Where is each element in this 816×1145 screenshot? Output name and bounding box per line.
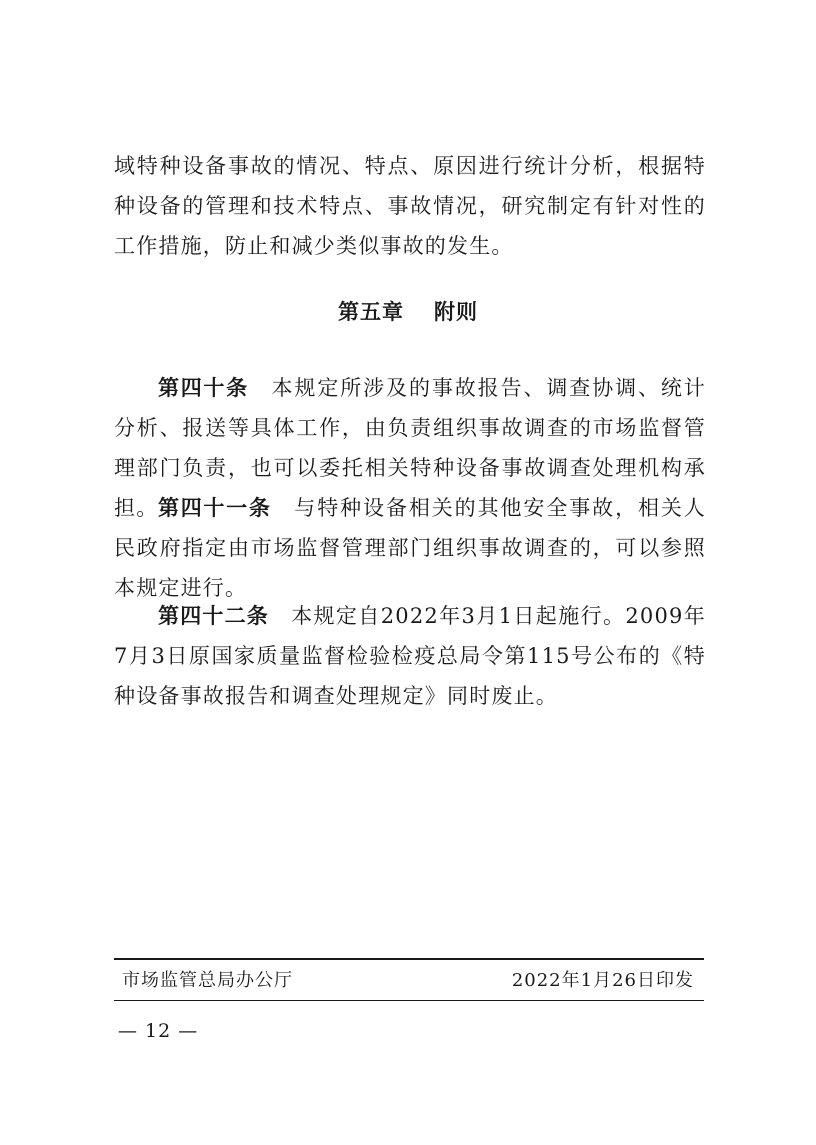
article-text: 与特种设备相关的其他安全事故，相关人民政府指定由市场监督管理部门组织事故调查的，可以参照本规定进行。 — [114, 496, 707, 600]
article-text: 本规定自2022年3月1日起施行。2009年7月3日原国家质量监督检验检疫总局令第115号公布的《特种设备事故报告和调查处理规定》同时废止。 — [114, 604, 706, 708]
article-label: 第四十一条 — [158, 496, 272, 520]
footer-top-rule — [114, 958, 704, 960]
page-number: — 12 — — [118, 1020, 199, 1042]
article-41 — [114, 488, 706, 608]
issuer: 市场监管总局办公厅 — [122, 970, 293, 991]
chapter-title: 附则 — [434, 300, 478, 324]
article-text: 本规定所涉及的事故报告、调查协调、统计分析、报送等具体工作，由负责组织事故调查的市场监督管理部门负责，也可以委托相关特种设备事故调查处理机构承担。 — [114, 376, 706, 520]
chapter-heading — [0, 297, 816, 327]
article-42 — [114, 596, 706, 716]
article-label: 第四十条 — [158, 376, 249, 400]
continuation-paragraph: 域特种设备事故的情况、特点、原因进行统计分析，根据特种设备的管理和技术特点、事故情况，研究制定有针对性的工作措施，防止和减少类似事故的发生。 — [114, 154, 706, 258]
article-label: 第四十二条 — [158, 604, 269, 628]
footer-info — [122, 966, 694, 996]
footer-bottom-rule — [114, 1000, 704, 1001]
chapter-number: 第五章 — [338, 300, 404, 324]
issue-date: 2022年1月26日印发 — [511, 970, 694, 991]
